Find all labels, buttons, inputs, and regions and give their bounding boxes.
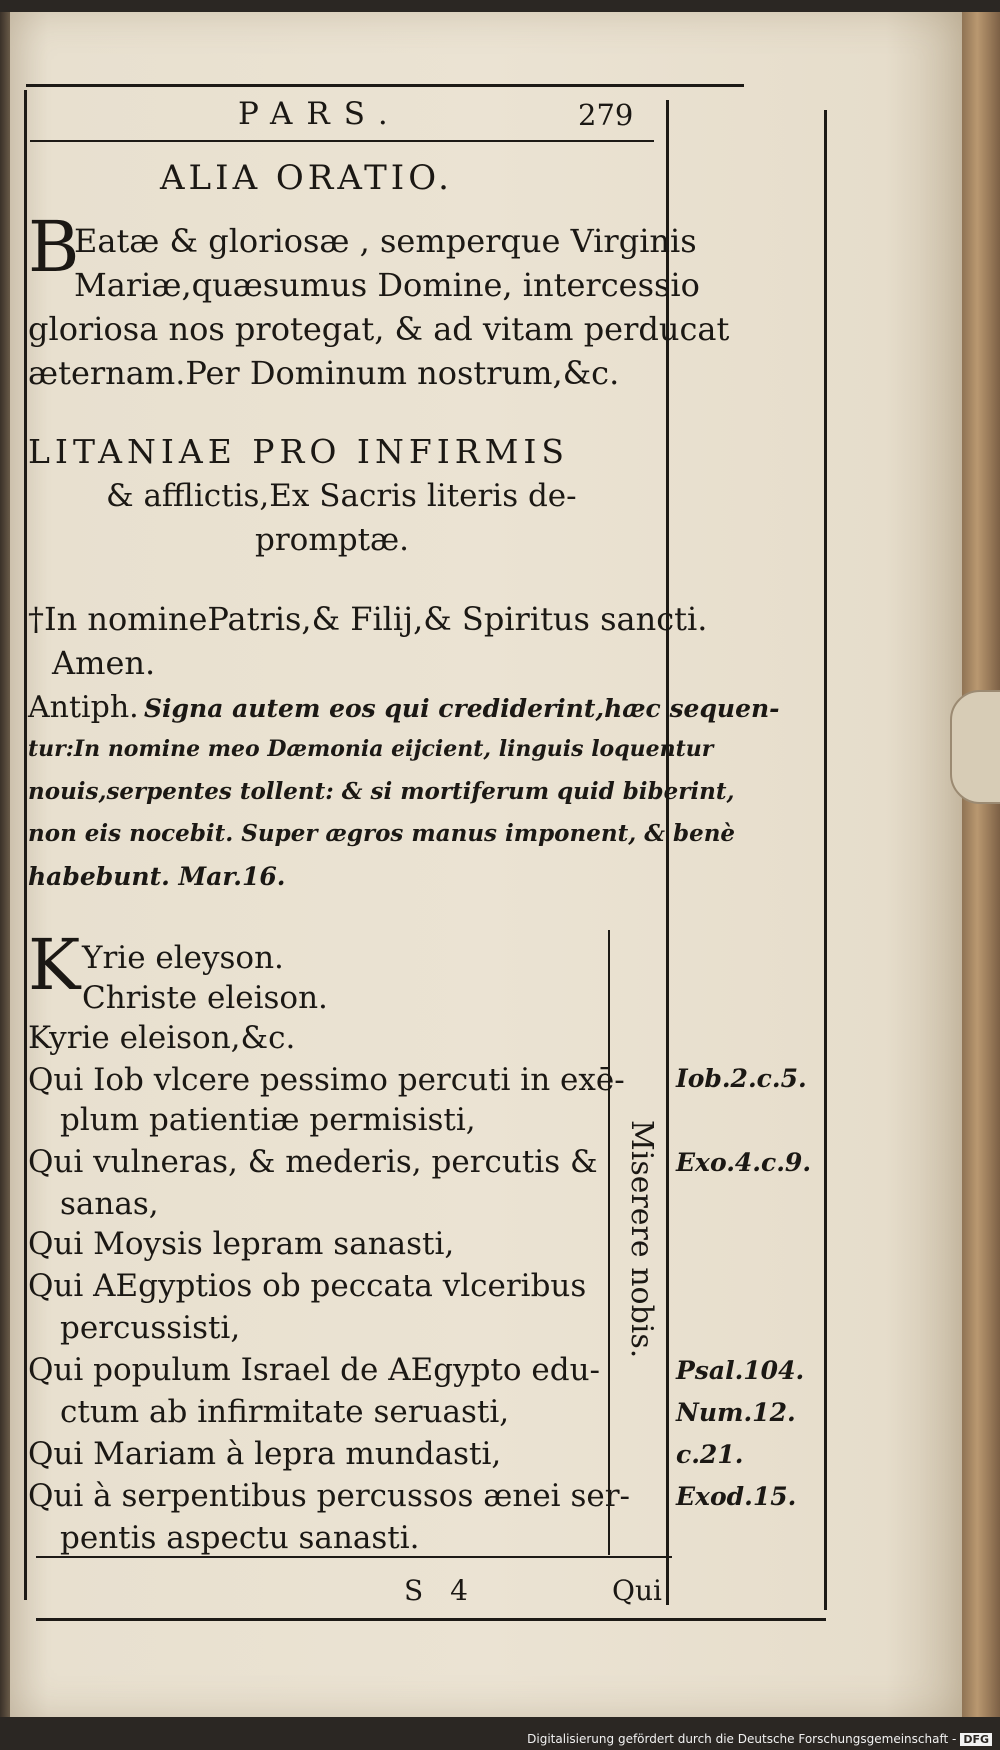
antiphon-line: tur:In nomine meo Dæmonia eijcient, linguis loquentur: [28, 736, 714, 762]
invocation-line: †In nominePatris,& Filij,& Spiritus sancti.: [28, 600, 708, 638]
litany-line: pentis aspectu sanasti.: [60, 1520, 420, 1556]
litany-line: Kyrie eleison,&c.: [28, 1020, 296, 1056]
litany-line: sanas,: [60, 1186, 159, 1222]
frame-left-rule: [24, 90, 27, 1600]
section-title: ALIA ORATIO.: [160, 158, 453, 198]
invocation-line: Amen.: [52, 644, 156, 682]
litany-subtitle: & afflictis,Ex Sacris literis de-: [106, 478, 577, 514]
frame-outer-right-rule: [824, 110, 827, 1610]
prayer-line: Mariæ,quæsumus Domine, intercessio: [74, 266, 700, 304]
drop-capital: B: [28, 206, 80, 288]
digitization-credit: [527, 1732, 992, 1746]
litany-divider-rule: [608, 930, 610, 1555]
antiphon-label: Antiph.: [28, 690, 139, 725]
litany-line: Yrie eleyson.: [82, 940, 284, 976]
litany-subtitle: promptæ.: [255, 522, 410, 558]
margin-reference: Exod.15.: [676, 1482, 797, 1511]
header-underline: [30, 140, 654, 142]
prayer-line: gloriosa nos protegat, & ad vitam perducat: [28, 310, 730, 348]
margin-reference: Exo.4.c.9.: [676, 1148, 812, 1177]
signature-mark: S 4: [404, 1574, 468, 1607]
margin-reference: Iob.2.c.5.: [676, 1064, 807, 1093]
frame-bottom-rule: [36, 1618, 826, 1621]
litany-line: Qui à serpentibus percussos ænei ser-: [28, 1478, 631, 1514]
antiphon-line: nouis,serpentes tollent: & si mortiferum quid biberint,: [28, 778, 735, 805]
litany-bottom-rule: [36, 1556, 672, 1558]
antiphon-line: non eis nocebit. Super ægros manus imponent, & benè: [28, 820, 736, 847]
litany-response: Miserere nobis.: [624, 1120, 659, 1359]
litany-line: Qui vulneras, & mederis, percutis &: [28, 1144, 598, 1180]
drop-capital: K: [28, 924, 81, 1006]
frame-top-rule: [26, 84, 744, 87]
catchword: Qui: [612, 1574, 662, 1607]
litany-line: Qui AEgyptios ob peccata vlceribus: [28, 1268, 587, 1304]
litany-line: Qui Moysis lepram sanasti,: [28, 1226, 455, 1262]
margin-reference: c.21.: [676, 1440, 744, 1469]
book-clasp: [950, 690, 1000, 804]
litany-line: Christe eleison.: [82, 980, 328, 1016]
digitization-text: Digitalisierung gefördert durch die Deutsche Forschungsgemeinschaft -: [527, 1732, 957, 1746]
margin-reference: Num.12.: [676, 1398, 796, 1427]
litany-line: Qui populum Israel de AEgypto edu-: [28, 1352, 601, 1388]
litany-title: LITANIAE PRO INFIRMIS: [28, 432, 570, 471]
dfg-logo: DFG: [960, 1733, 992, 1746]
antiphon-line: Signa autem eos qui crediderint,hæc sequen-: [144, 694, 780, 723]
litany-line: percussisti,: [60, 1310, 241, 1346]
running-head: PARS.: [238, 96, 402, 132]
litany-line: ctum ab infirmitate seruasti,: [60, 1394, 510, 1430]
page-edge: [962, 12, 1000, 1717]
prayer-line: Eatæ & gloriosæ , semperque Virginis: [74, 222, 697, 260]
litany-line: plum patientiæ permisisti,: [60, 1102, 476, 1138]
litany-line: Qui Mariam à lepra mundasti,: [28, 1436, 502, 1472]
margin-reference: Psal.104.: [676, 1356, 805, 1385]
antiphon-line: habebunt. Mar.16.: [28, 862, 286, 891]
page-number: 279: [578, 98, 634, 132]
litany-line: Qui Iob vlcere pessimo percuti in exē-: [28, 1062, 625, 1098]
prayer-line: æternam.Per Dominum nostrum,&c.: [28, 354, 620, 392]
